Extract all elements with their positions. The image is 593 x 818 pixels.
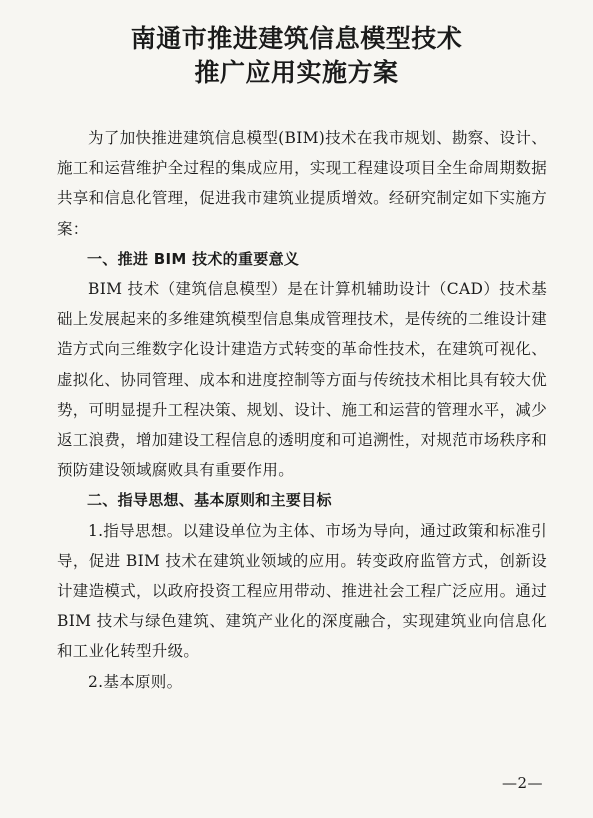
title-line-1: 南通市推进建筑信息模型技术	[130, 24, 463, 53]
document-title	[0, 22, 593, 90]
section-2-item-1: 1.指导思想。以建设单位为主体、市场为导向，通过政策和标准引导，促进 BIM 技术在建筑业领域的应用。转变政府监管方式，创新设计建造模式，以政府投资工程应用带动、推进社会工程广泛应用。通过 BIM 技术与绿色建筑、建筑产业化的深度融合，实现建筑业向信息化和工业化转型升级。	[57, 521, 547, 661]
section-heading-2: 二、指导思想、基本原则和主要目标	[87, 491, 332, 510]
section-2-item-2: 2.基本原则。	[88, 672, 183, 691]
page-number: —2—	[501, 774, 543, 792]
section-heading-1: 一、推进 BIM 技术的重要意义	[87, 249, 300, 268]
document-body	[57, 123, 547, 697]
intro-paragraph: 为了加快推进建筑信息模型(BIM)技术在我市规划、勘察、设计、施工和运营维护全过程的集成应用，实现工程建设项目全生命周期数据共享和信息化管理，促进我市建筑业提质增效。经研究制定如下实施方案：	[57, 129, 547, 238]
title-line-2: 推广应用实施方案	[194, 58, 399, 87]
section-1-paragraph: BIM 技术（建筑信息模型）是在计算机辅助设计（CAD）技术基础上发展起来的多维建筑模型信息集成管理技术，是传统的二维设计建造方式向三维数字化设计建造方式转变的革命性技术，在建筑可视化、虚拟化、协同管理、成本和进度控制等方面与传统技术相比具有较大优势，可明显提升工程决策、规划、设计、施工和运营的管理水平，减少返工浪费，增加建设工程信息的透明度和可追溯性，对规范市场秩序和预防建设领域腐败具有重要作用。	[57, 280, 547, 480]
